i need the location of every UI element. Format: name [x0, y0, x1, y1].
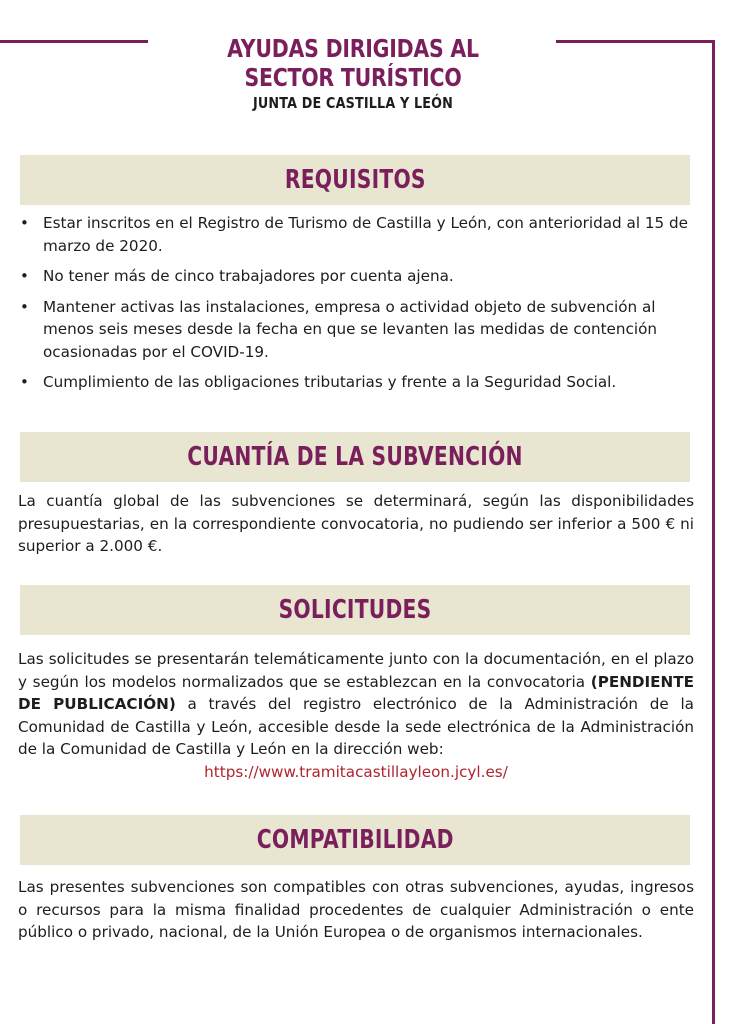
- tramita-url-link[interactable]: https://www.tramitacastillayleon.jcyl.es/: [204, 762, 508, 781]
- decorative-line-right: [556, 40, 715, 43]
- decorative-line-left: [0, 40, 148, 43]
- cuantia-heading: CUANTÍA DE LA SUBVENCIÓN: [187, 442, 523, 472]
- cuantia-text: La cuantía global de las subvenciones se determinará, según las disponibilidades presupuestarias, en la correspondiente convocatoria, no pudiendo ser inferior a 500 € ni superior a 2.000 €.: [18, 492, 694, 555]
- solicitudes-heading: SOLICITUDES: [278, 595, 432, 625]
- decorative-line-vertical: [712, 40, 715, 1024]
- section-heading-solicitudes: [20, 585, 690, 635]
- title-line-1: AYUDAS DIRIGIDAS AL: [227, 34, 479, 63]
- pending-publication-note: (PENDIENTE DE PUBLICACIÓN): [18, 672, 694, 713]
- requisitos-heading: REQUISITOS: [284, 165, 426, 195]
- list-item: • Estar inscritos en el Registro de Turismo de Castilla y León, con anterioridad al 15 de marzo de 2020.: [18, 212, 694, 257]
- title-line-2: SECTOR TURÍSTICO: [244, 63, 462, 92]
- list-item: • Mantener activas las instalaciones, empresa o actividad objeto de subvención al menos seis meses desde la fecha en que se levanten las medidas de contención ocasionadas por el COVID-19.: [18, 296, 694, 364]
- subtitle: JUNTA DE CASTILLA Y LEÓN: [252, 94, 454, 112]
- compatibilidad-text: Las presentes subvenciones son compatibles con otras subvenciones, ayudas, ingresos o recursos para la misma finalidad procedentes de cualquier Administración o ente público o privado, nacional, de la Unión Europea o de organismos internacionales.: [18, 878, 694, 941]
- document-header: [150, 34, 556, 112]
- solicitudes-text-before: Las solicitudes se presentarán telemáticamente junto con la documentación, en el plazo y según los modelos normalizados que se establezcan en la convocatoria: [18, 650, 694, 691]
- solicitudes-text-after: a través del registro electrónico de la Administración de la Comunidad de Castilla y León, accesible desde la sede electrónica de la Administración de la Comunidad de Castilla y León en la dirección web:: [18, 695, 694, 758]
- compatibilidad-heading: COMPATIBILIDAD: [256, 825, 454, 855]
- section-heading-requisitos: [20, 155, 690, 205]
- list-item: • No tener más de cinco trabajadores por cuenta ajena.: [18, 265, 694, 288]
- solicitudes-text: [18, 648, 694, 783]
- requisitos-list: [18, 212, 694, 402]
- list-item: • Cumplimiento de las obligaciones tributarias y frente a la Seguridad Social.: [18, 371, 694, 394]
- section-heading-cuantia: [20, 432, 690, 482]
- section-heading-compatibilidad: [20, 815, 690, 865]
